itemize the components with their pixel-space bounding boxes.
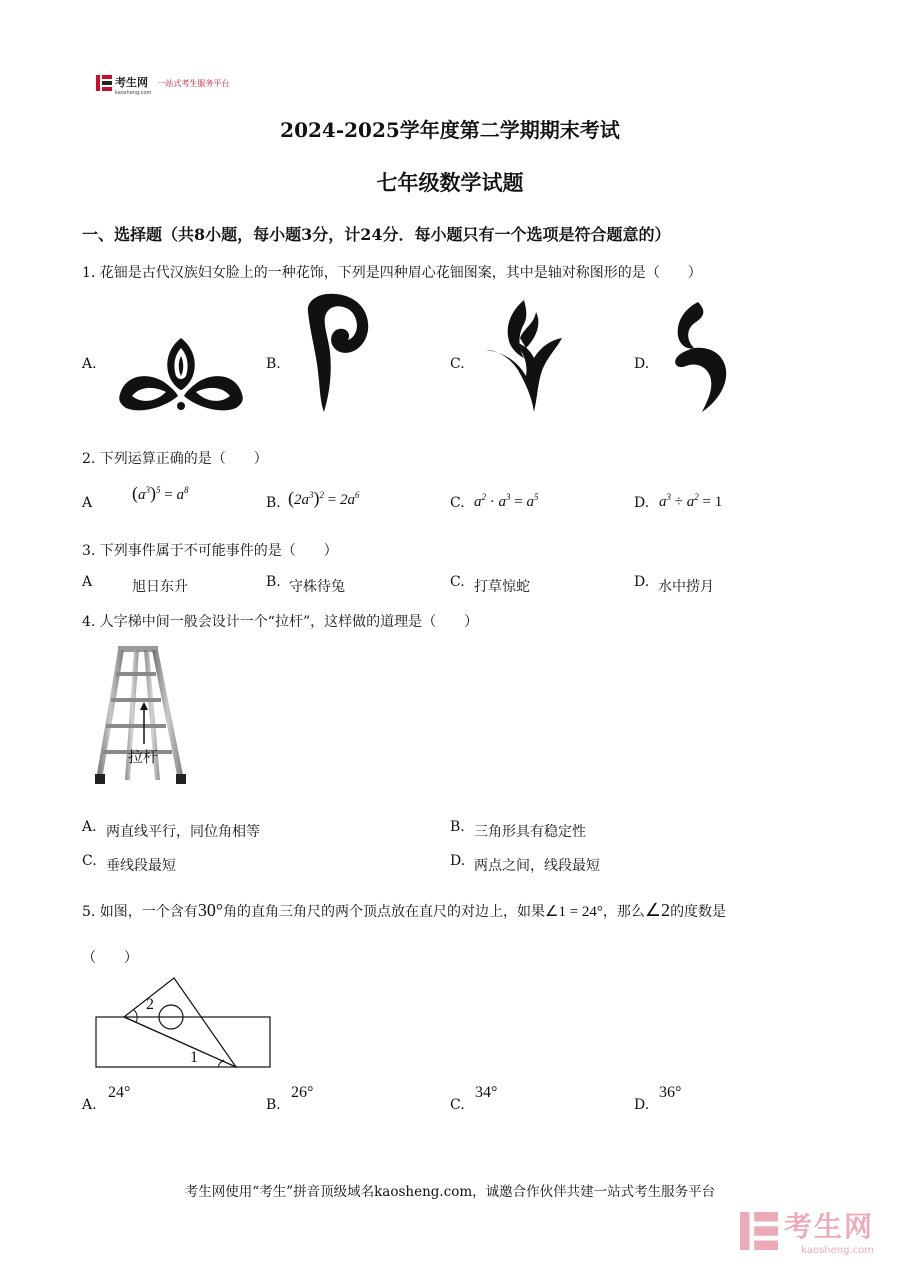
q5-fig-label-1: 1 <box>190 1049 198 1066</box>
q1-stem: 1. 花钿是古代汉族妇女脸上的一种花饰，下列是四种眉心花钿图案，其中是轴对称图形的是（ ） <box>82 265 702 281</box>
q4-figure-label: 拉杆 <box>128 748 159 766</box>
q3-option-c: 打草惊蛇 <box>474 579 530 595</box>
q1-label-d: D. <box>634 356 650 372</box>
q3-option-b: 守株待兔 <box>289 579 345 595</box>
header-logo <box>96 72 266 94</box>
q5-label-a: A. <box>82 1097 97 1113</box>
q3-label-a: A <box>82 574 93 590</box>
q4-label-a: A. <box>82 819 97 835</box>
q2-option-b: $(2a^3)^2 = 2a^6$ <box>288 488 360 508</box>
q2-label-a: A <box>82 495 93 511</box>
logo-domain: kaosheng.com <box>115 89 152 96</box>
q5-option-c: 34° <box>475 1084 498 1101</box>
q5-figure <box>94 976 274 1070</box>
q4-stem: 4. 人字梯中间一般会设计一个“拉杆”，这样做的道理是（ ） <box>82 614 479 630</box>
q3-option-d: 水中捞月 <box>658 579 714 595</box>
q1-figure-b-icon <box>300 292 372 414</box>
q5-stem: 5. 如图，一个含有30°角的直角三角尺的两个顶点放在直尺的对边上，如果∠1 = 24°，那么∠2的度数是 <box>82 900 727 920</box>
logo-slogan: 一站式考生服务平台 <box>157 78 230 88</box>
q1-figure-d-icon <box>668 300 730 414</box>
q2-option-a: $(a^3)^5 = a^8$ <box>132 483 189 503</box>
q2-label-d: D. <box>634 495 650 511</box>
q4-option-c: 垂线段最短 <box>106 858 176 874</box>
q1-figure-a-icon <box>118 334 244 414</box>
q5-paren: （ ） <box>82 950 138 966</box>
q5-option-b: 26° <box>291 1084 314 1101</box>
q5-option-a: 24° <box>108 1084 131 1101</box>
page-title: 2024-2025学年度第二学期期末考试 <box>280 118 620 142</box>
q1-figure-c-icon <box>484 298 564 414</box>
q3-option-a: 旭日东升 <box>132 579 188 595</box>
q3-label-d: D. <box>634 574 650 590</box>
q1-label-a: A. <box>82 356 97 372</box>
q1-label-c: C. <box>450 356 465 372</box>
footer-text: 考生网使用“考生”拼音顶级域名kaosheng.com，诚邀合作伙伴共建一站式考生服务平台 <box>184 1184 716 1200</box>
q4-label-b: B. <box>450 819 465 835</box>
watermark-name: 考生网 <box>783 1210 874 1243</box>
q2-option-d: $a^3 \div a^2 = 1$ <box>659 492 723 510</box>
q5-label-b: B. <box>266 1097 281 1113</box>
q2-stem: 2. 下列运算正确的是（ ） <box>82 451 268 467</box>
q3-stem: 3. 下列事件属于不可能事件的是（ ） <box>82 543 338 559</box>
q5-label-d: D. <box>634 1097 650 1113</box>
q4-option-b: 三角形具有稳定性 <box>474 824 586 840</box>
q5-option-d: 36° <box>659 1084 682 1101</box>
q1-label-b: B. <box>266 356 281 372</box>
q2-option-c: $a^2 \cdot a^3 = a^5$ <box>474 492 539 510</box>
q5-fig-label-2: 2 <box>146 996 154 1013</box>
logo-name: 考生网 <box>115 75 148 89</box>
q5-label-c: C. <box>450 1097 465 1113</box>
q2-label-c: C. <box>450 495 465 511</box>
watermark-logo-icon <box>740 1212 778 1250</box>
section-heading: 一、选择题（共8小题，每小题3分，计24分．每小题只有一个选项是符合题意的） <box>82 225 671 244</box>
q3-label-c: C. <box>450 574 465 590</box>
watermark-domain: kaosheng.com <box>801 1245 874 1256</box>
q4-option-d: 两点之间，线段最短 <box>474 858 600 874</box>
q3-label-b: B. <box>266 574 281 590</box>
q4-label-c: C. <box>82 853 97 869</box>
logo-icon <box>96 75 112 91</box>
watermark <box>740 1205 874 1256</box>
q2-label-b: B. <box>266 495 281 511</box>
page-subtitle: 七年级数学试题 <box>376 170 524 195</box>
q4-label-d: D. <box>450 853 466 869</box>
q4-option-a: 两直线平行，同位角相等 <box>106 824 260 840</box>
